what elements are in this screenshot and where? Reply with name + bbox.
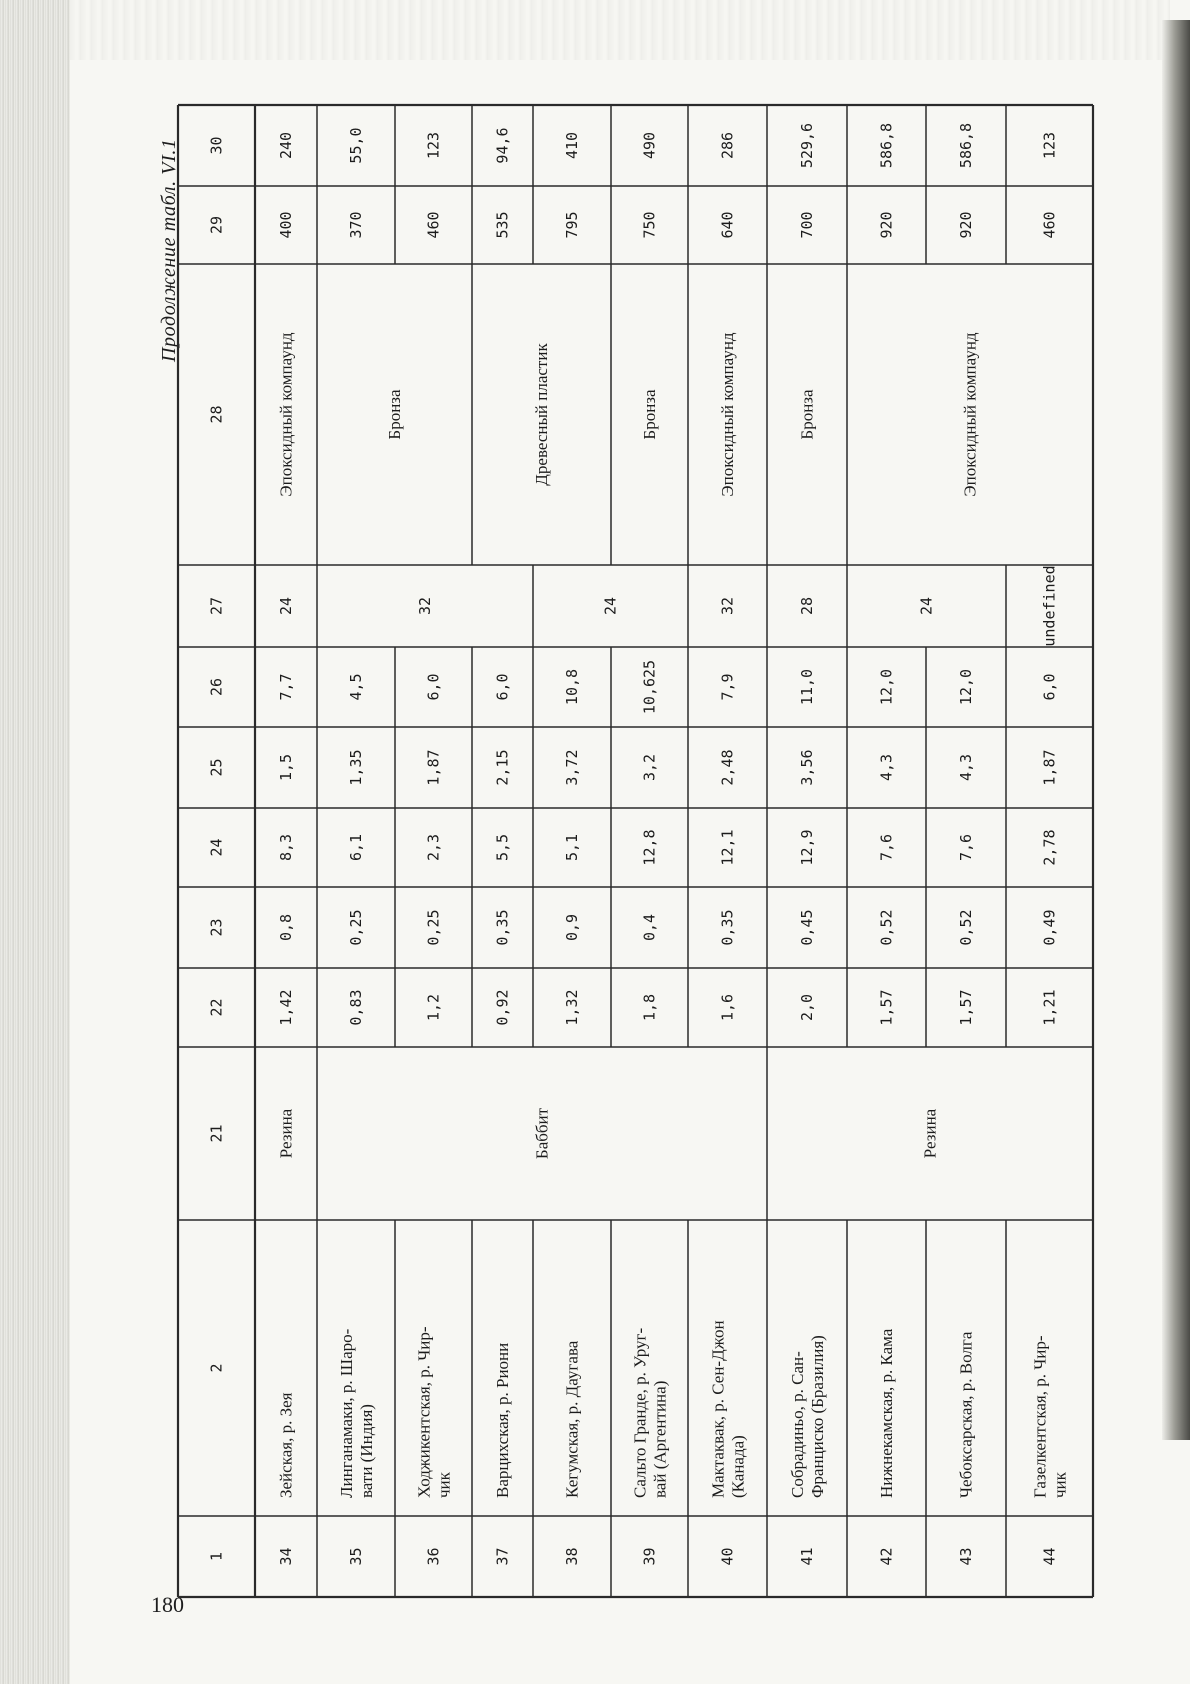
merged-value-27: undefined bbox=[1040, 565, 1059, 647]
cell-c30: 286 bbox=[718, 131, 737, 160]
cell-c29: 795 bbox=[563, 211, 581, 239]
cell-c23: 0,45 bbox=[798, 909, 816, 946]
cell-row-number: 37 bbox=[493, 1547, 512, 1566]
header-c21: 21 bbox=[207, 1124, 226, 1143]
cell-plant-name: Газелкентская, р. Чир-чик bbox=[1030, 1335, 1069, 1498]
cell-c23: 0,8 bbox=[277, 913, 295, 942]
cell-c23: 0,35 bbox=[718, 909, 737, 946]
merged-value-27: 32 bbox=[416, 596, 434, 616]
cell-c23: 0,35 bbox=[493, 909, 512, 946]
cell-c25: 1,5 bbox=[277, 753, 295, 782]
cell-row-number: 42 bbox=[877, 1547, 896, 1566]
cell-c26: 7,7 bbox=[277, 673, 295, 701]
cell-c30: 123 bbox=[424, 131, 443, 160]
cell-c30: 490 bbox=[640, 131, 659, 160]
merged-material-28: Эпоксидный компаунд bbox=[276, 332, 296, 497]
cell-c22: 0,83 bbox=[347, 989, 365, 1026]
cell-plant-name: Сальто Гранде, р. Уруг-вай (Аргентина) bbox=[630, 1327, 669, 1498]
cell-c25: 2,15 bbox=[493, 749, 512, 786]
cell-c22: 1,21 bbox=[1040, 989, 1059, 1026]
cell-c24: 12,1 bbox=[718, 829, 737, 866]
header-c29: 29 bbox=[207, 215, 226, 235]
cell-c29: 370 bbox=[347, 211, 365, 239]
cell-plant-name: Кегумская, р. Даугава bbox=[562, 1340, 582, 1498]
cell-c24: 7,6 bbox=[957, 833, 975, 862]
cell-c29: 460 bbox=[424, 211, 443, 239]
cell-c25: 4,3 bbox=[957, 753, 975, 782]
cell-c22: 2,0 bbox=[798, 993, 816, 1022]
cell-c30: 410 bbox=[563, 131, 581, 160]
cell-row-number: 44 bbox=[1040, 1547, 1059, 1566]
header-c2: 2 bbox=[207, 1363, 226, 1373]
cell-c29: 535 bbox=[493, 211, 512, 239]
cell-c22: 1,32 bbox=[563, 989, 581, 1026]
cell-c24: 6,1 bbox=[347, 833, 365, 862]
header-c27: 27 bbox=[207, 596, 226, 616]
merged-value-27: 28 bbox=[798, 596, 816, 616]
cell-c24: 2,78 bbox=[1040, 829, 1059, 866]
merged-material-28: Бронза bbox=[640, 389, 659, 440]
cell-c29: 920 bbox=[957, 211, 975, 239]
cell-c22: 1,57 bbox=[957, 989, 975, 1026]
cell-c24: 2,3 bbox=[424, 833, 443, 862]
merged-value-27: 24 bbox=[917, 596, 936, 616]
cell-c26: 10,625 bbox=[640, 659, 659, 715]
header-c25: 25 bbox=[207, 758, 226, 777]
cell-plant-name: Зейская, р. Зея bbox=[276, 1392, 296, 1498]
cell-c25: 3,2 bbox=[640, 753, 659, 782]
cell-c30: 94,6 bbox=[493, 127, 512, 164]
cell-plant-name: Ходжикентская, р. Чир-чик bbox=[414, 1326, 453, 1498]
cell-c23: 0,49 bbox=[1040, 909, 1059, 946]
merged-material-28: Бронза bbox=[797, 389, 817, 440]
cell-c26: 6,0 bbox=[424, 673, 443, 701]
page-number: 180 bbox=[151, 1592, 184, 1617]
header-c26: 26 bbox=[207, 677, 226, 697]
cell-c24: 5,5 bbox=[493, 833, 512, 862]
cell-c25: 4,3 bbox=[877, 753, 896, 782]
header-c1: 1 bbox=[207, 1551, 226, 1562]
cell-row-number: 36 bbox=[424, 1547, 443, 1566]
cell-row-number: 35 bbox=[347, 1547, 365, 1566]
cell-row-number: 38 bbox=[563, 1547, 581, 1566]
header-c30: 30 bbox=[207, 136, 226, 155]
header-c24: 24 bbox=[207, 838, 226, 857]
cell-c25: 1,87 bbox=[1040, 749, 1059, 786]
cell-plant-name: Варцихская, р. Риони bbox=[493, 1342, 512, 1498]
cell-c29: 640 bbox=[718, 211, 737, 239]
merged-material-28: Эпоксидный компаунд bbox=[960, 332, 980, 497]
cell-c25: 3,56 bbox=[798, 749, 816, 786]
cell-c22: 0,92 bbox=[493, 989, 512, 1026]
cell-row-number: 40 bbox=[718, 1547, 737, 1566]
cell-c29: 750 bbox=[640, 211, 659, 239]
cell-c25: 1,87 bbox=[424, 749, 443, 786]
table-caption: Продолжение табл. VI.1 bbox=[158, 138, 180, 362]
cell-row-number: 34 bbox=[277, 1547, 295, 1566]
cell-c30: 55,0 bbox=[347, 127, 365, 164]
merged-bearing-material: Резина bbox=[920, 1108, 940, 1159]
merged-bearing-material: Баббит bbox=[532, 1107, 552, 1160]
cell-c23: 0,9 bbox=[563, 913, 581, 942]
cell-c24: 5,1 bbox=[563, 833, 581, 862]
cell-c26: 12,0 bbox=[877, 668, 896, 706]
cell-c30: 586,8 bbox=[957, 122, 975, 169]
cell-c25: 2,48 bbox=[718, 749, 737, 786]
cell-c30: 586,8 bbox=[877, 122, 896, 169]
cell-c29: 700 bbox=[798, 211, 816, 239]
cell-c30: 123 bbox=[1040, 131, 1059, 160]
cell-row-number: 39 bbox=[640, 1547, 659, 1566]
cell-c23: 0,52 bbox=[957, 909, 975, 946]
merged-value-27: 32 bbox=[718, 596, 737, 616]
cell-c29: 460 bbox=[1040, 211, 1059, 239]
header-c28: 28 bbox=[207, 405, 226, 424]
cell-c30: 240 bbox=[277, 131, 295, 160]
merged-bearing-material: Резина bbox=[276, 1108, 296, 1159]
cell-c29: 400 bbox=[277, 211, 295, 239]
cell-c23: 0,25 bbox=[424, 909, 443, 946]
cell-row-number: 43 bbox=[957, 1547, 975, 1566]
merged-material-28: Бронза bbox=[385, 389, 404, 440]
cell-row-number: 41 bbox=[798, 1547, 816, 1566]
cell-plant-name: Мактаквак, р. Сен-Джон(Канада) bbox=[708, 1320, 747, 1498]
merged-material-28: Древесный пластик bbox=[532, 343, 551, 486]
cell-c26: 12,0 bbox=[957, 668, 975, 706]
cell-c22: 1,8 bbox=[640, 993, 659, 1022]
merged-value-27: 24 bbox=[277, 596, 295, 616]
cell-c24: 12,9 bbox=[798, 829, 816, 866]
cell-c25: 3,72 bbox=[563, 749, 581, 786]
cell-c26: 10,8 bbox=[563, 668, 581, 706]
cell-plant-name: Нижнекамская, р. Кама bbox=[877, 1328, 896, 1498]
cell-c26: 6,0 bbox=[1040, 673, 1059, 701]
header-c23: 23 bbox=[207, 918, 226, 937]
cell-c26: 6,0 bbox=[493, 673, 512, 701]
cell-plant-name: Чебоксарская, р. Волга bbox=[956, 1331, 976, 1498]
cell-c22: 1,6 bbox=[718, 993, 737, 1022]
cell-plant-name: Собрадиньо, р. Сан-Франциско (Бразилия) bbox=[787, 1335, 827, 1498]
cell-c29: 920 bbox=[877, 211, 896, 239]
header-c22: 22 bbox=[207, 998, 226, 1017]
cell-c22: 1,42 bbox=[277, 989, 295, 1026]
cell-plant-name: Линганамаки, р. Шаро-вати (Индия) bbox=[336, 1328, 376, 1498]
cell-c23: 0,52 bbox=[877, 909, 896, 946]
cell-c22: 1,2 bbox=[424, 993, 443, 1022]
cell-c25: 1,35 bbox=[347, 749, 365, 786]
cell-c26: 7,9 bbox=[718, 673, 737, 701]
cell-c26: 11,0 bbox=[798, 668, 816, 706]
cell-c24: 12,8 bbox=[640, 829, 659, 866]
cell-c24: 8,3 bbox=[277, 833, 295, 862]
cell-c22: 1,57 bbox=[877, 989, 896, 1026]
cell-c23: 0,25 bbox=[347, 909, 365, 946]
merged-value-27: 24 bbox=[601, 596, 620, 616]
cell-c26: 4,5 bbox=[347, 673, 365, 701]
cell-c24: 7,6 bbox=[877, 833, 896, 862]
cell-c23: 0,4 bbox=[640, 913, 659, 942]
merged-material-28: Эпоксидный компаунд bbox=[718, 332, 737, 497]
cell-c30: 529,6 bbox=[798, 122, 816, 169]
